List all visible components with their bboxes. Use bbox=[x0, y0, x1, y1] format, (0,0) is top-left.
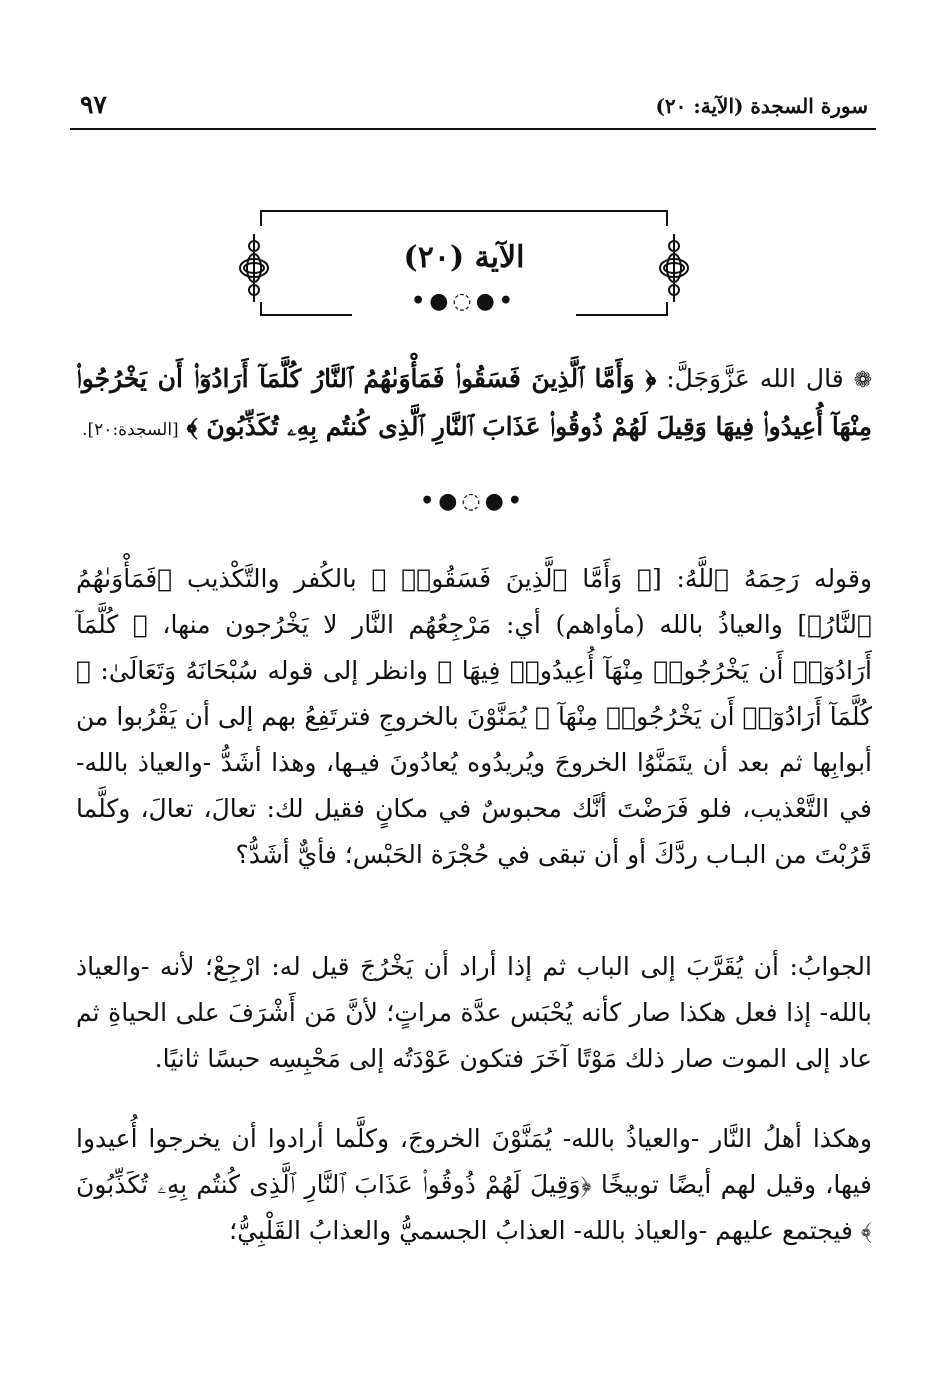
verse-paragraph bbox=[76, 356, 872, 453]
verse-intro: قال الله عَزَّوَجَلَّ: bbox=[666, 364, 844, 393]
heading-ornament: •●◌●• bbox=[411, 288, 517, 314]
closing-paragraph: وهكذا أهلُ النَّار -والعياذُ بالله- يُمَنَّوْنَ الخروجَ، وكلَّما أرادوا أن يخرجوا أُعيدوا فيها، وقيل لهم أيضًا توبيخًا ﴿وَقِيلَ لَهُمْ ذُوقُوا۟ عَذَابَ ٱلنَّارِ ٱلَّذِى كُنتُم بِهِۦ تُكَذِّبُونَ ﴾ فيجتمع عليهم -والعياذ بالله- العذابُ الجسميُّ والعذابُ القَلْبِيُّ؛ bbox=[76, 1124, 872, 1245]
running-header bbox=[70, 88, 876, 130]
commentary-paragraph: وقوله رَحِمَهُ ٱللَّهُ: [﴿ وَأَمَّا ٱلَّذِينَ فَسَقُوا۟ ﴾ بالكُفر والتَّكْذيب ﴿فَمَأْوَىٰهُمُ ٱلنَّارُ﴾] والعياذُ بالله (مأواهم) أي: مَرْجِعُهُم النَّار لا يَخْرُجون منها، ﴿ كُلَّمَآ أَرَادُوٓا۟ أَن يَخْرُجُوا۟ مِنْهَآ أُعِيدُوا۟ فِيهَا ﴾ وانظر إلى قوله سُبْحَانَهُ وَتَعَالَىٰ: ﴿ كُلَّمَآ أَرَادُوٓا۟ أَن يَخْرُجُوا۟ مِنْهَآ ﴾ يُمَنَّوْنَ بالخروجِ فترتَفِعُ بهم إلى أن يَقْرُبوا من أبوابِها ثم بعد أن يتَمَنَّوُا الخروجَ ويُريدُوه يُعادُونَ فيـها، وهذا أشَدُّ -والعياذ بالله- في التَّعْذيب، فلو فَرَضْتَ أنَّك محبوسٌ في مكانٍ فقيل لك: تعالَ، تعالَ، وكلَّما قَرُبْتَ من البـاب ردَّكَ أو أن تبقى في حُجْرَة الحَبْس؛ فأيٌّ أشَدُّ؟ bbox=[76, 564, 872, 869]
quran-verse: ﴿ وَأَمَّا ٱلَّذِينَ فَسَقُوا۟ فَمَأْوَىٰهُمُ ٱلنَّارُ كُلَّمَآ أَرَادُوٓا۟ أَن يَخْرُجُوا۟ مِنْهَآ أُعِيدُوا۟ فِيهَا وَقِيلَ لَهُمْ ذُوقُوا۟ عَذَابَ ٱلنَّارِ ٱلَّذِى كُنتُم بِهِۦ تُكَذِّبُونَ ﴾ bbox=[76, 364, 872, 441]
answer-paragraph: الجوابُ: أن يُقَرَّبَ إلى الباب ثم إذا أراد أن يَخْرُجَ قيل له: ارْجِعْ؛ لأنه -والعياذ بالله- إذا فعل هكذا صار كأنه يُحْبَس عدَّة مراتٍ؛ لأنَّ مَن أَشْرَفَ على الحياةِ ثم عاد إلى الموت صار ذلك مَوْتًا آخَرَ فتكون عَوْدَتُه إلى مَحْبِسِه حبسًا ثانيًا. bbox=[76, 952, 872, 1073]
ayah-heading: الآية (٢٠) bbox=[403, 240, 525, 275]
page-number: ٩٧ bbox=[80, 90, 107, 119]
verse-reference: [السجدة:٢٠]. bbox=[82, 420, 179, 440]
frame-top-border bbox=[260, 210, 668, 226]
section-divider-ornament: •●◌●• bbox=[420, 488, 526, 514]
flower-bullet-icon: ❁ bbox=[853, 368, 872, 393]
running-title: سورة السجدة (الآية: ٢٠) bbox=[655, 94, 868, 118]
ayah-heading-frame bbox=[252, 210, 676, 320]
